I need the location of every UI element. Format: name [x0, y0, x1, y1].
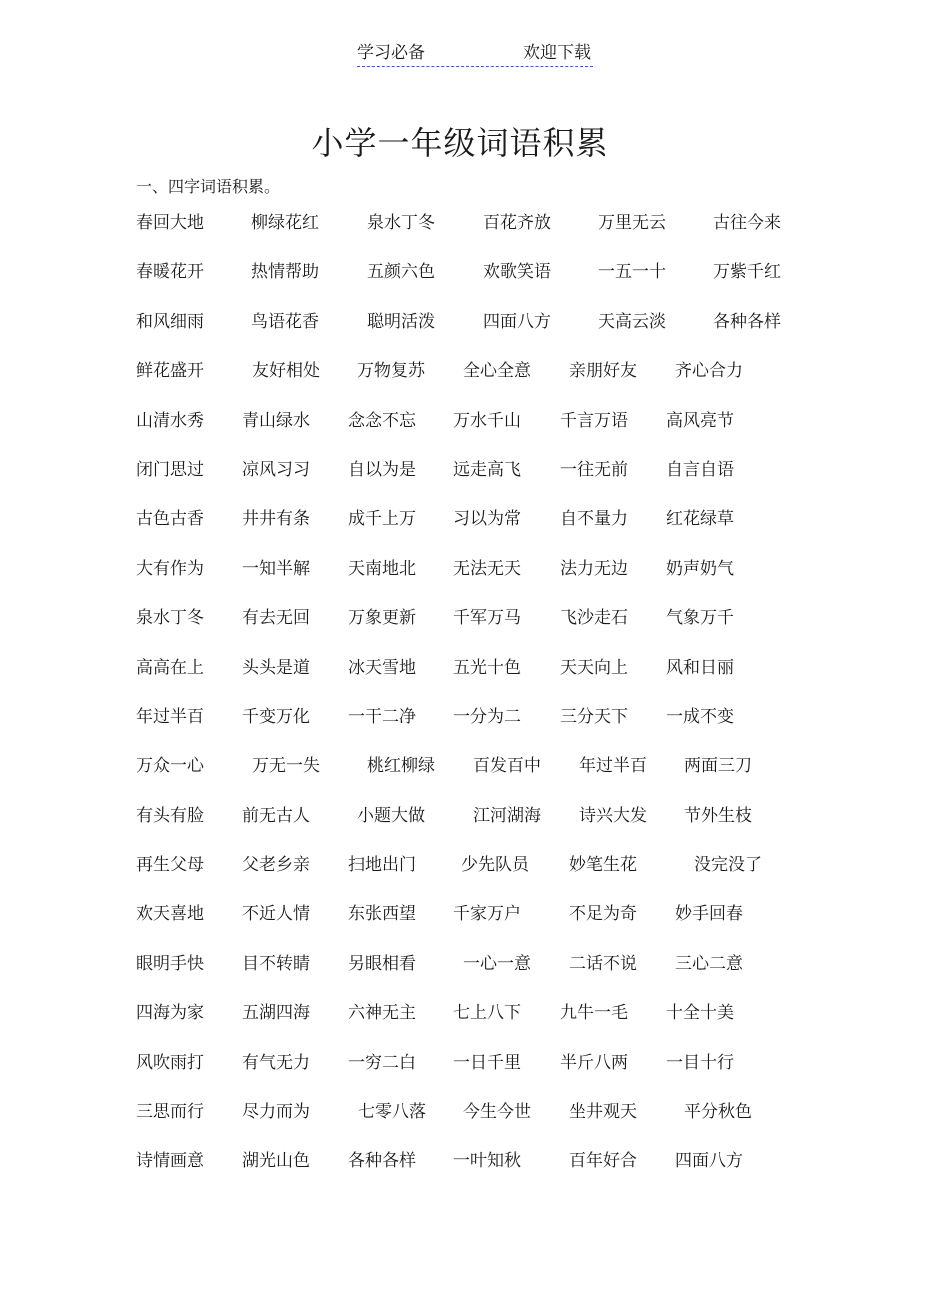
idiom-word: 目不转睛: [242, 953, 310, 974]
idiom-word: 诗兴大发: [579, 805, 647, 826]
idiom-word: 有头有脸: [136, 805, 204, 826]
word-row: [136, 898, 836, 947]
page-header: [357, 40, 593, 67]
idiom-word: 父老乡亲: [242, 855, 310, 876]
idiom-word: 天天向上: [560, 657, 628, 678]
idiom-word: 古往今来: [713, 213, 781, 233]
idiom-word: 尽力而为: [242, 1102, 310, 1123]
idiom-word: 五湖四海: [242, 1003, 310, 1024]
idiom-word: 自以为是: [348, 459, 416, 480]
idiom-word: 念念不忘: [348, 410, 416, 431]
word-row: [136, 1145, 836, 1194]
idiom-word: 齐心合力: [675, 361, 743, 382]
word-row: [136, 306, 836, 355]
word-row: [136, 602, 836, 651]
idiom-word: 七上八下: [453, 1003, 521, 1024]
idiom-word: 一五一十: [598, 262, 666, 283]
idiom-word: 万无一失: [252, 756, 320, 777]
idiom-word: 一穷二白: [348, 1052, 416, 1073]
idiom-word: 万水千山: [453, 410, 521, 431]
idiom-word: 万里无云: [598, 213, 666, 233]
idiom-word: 平分秋色: [684, 1102, 752, 1123]
idiom-word: 山清水秀: [136, 410, 204, 431]
idiom-word: 天高云淡: [598, 311, 666, 332]
word-row: [136, 1047, 836, 1096]
word-row: [136, 652, 836, 701]
word-row: [136, 1096, 836, 1145]
word-row: [136, 849, 836, 898]
idiom-word: 千言万语: [560, 410, 628, 431]
word-row: [136, 207, 836, 256]
idiom-word: 四面八方: [675, 1151, 743, 1172]
word-row: [136, 948, 836, 997]
idiom-word: 五颜六色: [367, 262, 435, 283]
idiom-word: 飞沙走石: [560, 608, 628, 629]
idiom-word: 六神无主: [348, 1003, 416, 1024]
idiom-word: 不足为奇: [569, 904, 637, 925]
idiom-word: 井井有条: [242, 509, 310, 530]
idiom-word: 柳绿花红: [251, 213, 319, 233]
idiom-word: 自不量力: [560, 509, 628, 530]
idiom-word: 各种各样: [348, 1151, 416, 1172]
idiom-word: 五光十色: [453, 657, 521, 678]
idiom-word: 一日千里: [453, 1052, 521, 1073]
idiom-word: 天南地北: [348, 558, 416, 579]
idiom-word: 热情帮助: [251, 262, 319, 283]
idiom-word: 不近人情: [242, 904, 310, 925]
idiom-word: 春回大地: [136, 213, 204, 233]
idiom-word: 一目十行: [666, 1052, 734, 1073]
document-title: 小学一年级词语积累: [311, 124, 609, 162]
idiom-word: 欢天喜地: [136, 904, 204, 925]
idiom-word: 亲朋好友: [569, 361, 637, 382]
word-row: [136, 355, 836, 404]
idiom-word: 眼明手快: [136, 953, 204, 974]
idiom-word: 自言自语: [666, 459, 734, 480]
idiom-word: 一成不变: [666, 706, 734, 727]
idiom-word: 各种各样: [713, 311, 781, 332]
idiom-word: 闭门思过: [136, 459, 204, 480]
idiom-word: 和风细雨: [136, 311, 204, 332]
idiom-word: 气象万千: [666, 608, 734, 629]
idiom-word: 一分为二: [453, 706, 521, 727]
idiom-word: 奶声奶气: [666, 558, 734, 579]
idiom-word: 节外生枝: [684, 805, 752, 826]
idiom-word: 三思而行: [136, 1102, 204, 1123]
idiom-word: 成千上万: [348, 509, 416, 530]
idiom-word: 再生父母: [136, 855, 204, 876]
idiom-word: 四面八方: [483, 311, 551, 332]
idiom-word: 春暖花开: [136, 262, 204, 283]
idiom-word: 三心二意: [675, 953, 743, 974]
idiom-word: 百发百中: [473, 756, 541, 777]
idiom-word: 扫地出门: [348, 855, 416, 876]
word-row: [136, 750, 836, 799]
idiom-word: 九牛一毛: [560, 1003, 628, 1024]
idiom-word: 千军万马: [453, 608, 521, 629]
idiom-word: 习以为常: [453, 509, 521, 530]
idiom-word: 另眼相看: [348, 953, 416, 974]
idiom-word: 没完没了: [694, 855, 762, 876]
idiom-word: 万紫千红: [713, 262, 781, 283]
idiom-word: 红花绿草: [666, 509, 734, 530]
idiom-word: 高风亮节: [666, 410, 734, 431]
idiom-word: 万众一心: [136, 756, 204, 777]
idiom-word: 法力无边: [560, 558, 628, 579]
idiom-word: 妙笔生花: [569, 855, 637, 876]
idiom-word: 千变万化: [242, 706, 310, 727]
idiom-word: 聪明活泼: [367, 311, 435, 332]
word-row: [136, 553, 836, 602]
idiom-word: 一叶知秋: [453, 1151, 521, 1172]
idiom-word: 小题大做: [357, 805, 425, 826]
word-row: [136, 997, 836, 1046]
idiom-word: 头头是道: [242, 657, 310, 678]
idiom-word: 泉水丁冬: [136, 608, 204, 629]
idiom-word: 鲜花盛开: [136, 361, 204, 382]
idiom-word: 东张西望: [348, 904, 416, 925]
idiom-word: 有气无力: [242, 1052, 310, 1073]
idiom-word: 两面三刀: [684, 756, 752, 777]
idiom-word: 一心一意: [463, 953, 531, 974]
idiom-word: 一干二净: [348, 706, 416, 727]
word-row: [136, 454, 836, 503]
idiom-word: 泉水丁冬: [367, 213, 435, 233]
idiom-word: 欢歌笑语: [483, 262, 551, 283]
idiom-word: 友好相处: [252, 361, 320, 382]
idiom-word: 大有作为: [136, 558, 204, 579]
word-row: [136, 405, 836, 454]
idiom-word: 前无古人: [242, 805, 310, 826]
header-right-text: 欢迎下载: [523, 43, 591, 63]
idiom-word: 有去无回: [242, 608, 310, 629]
idiom-word: 江河湖海: [473, 805, 541, 826]
idiom-word: 全心全意: [463, 361, 531, 382]
idiom-word: 高高在上: [136, 657, 204, 678]
idiom-word: 三分天下: [560, 706, 628, 727]
idiom-word: 十全十美: [666, 1003, 734, 1024]
idiom-word: 今生今世: [463, 1102, 531, 1123]
idiom-word: 古色古香: [136, 509, 204, 530]
idiom-word: 远走高飞: [453, 459, 521, 480]
idiom-word: 二话不说: [569, 953, 637, 974]
word-list: [136, 207, 836, 1195]
section-heading: 一、四字词语积累。: [136, 177, 281, 196]
idiom-word: 冰天雪地: [348, 657, 416, 678]
header-left-text: 学习必备: [357, 43, 425, 63]
idiom-word: 百花齐放: [483, 213, 551, 233]
idiom-word: 年过半百: [136, 706, 204, 727]
idiom-word: 风和日丽: [666, 657, 734, 678]
idiom-word: 百年好合: [569, 1151, 637, 1172]
idiom-word: 年过半百: [579, 756, 647, 777]
idiom-word: 诗情画意: [136, 1151, 204, 1172]
idiom-word: 风吹雨打: [136, 1052, 204, 1073]
idiom-word: 一知半解: [242, 558, 310, 579]
idiom-word: 湖光山色: [242, 1151, 310, 1172]
idiom-word: 青山绿水: [242, 410, 310, 431]
idiom-word: 坐井观天: [569, 1102, 637, 1123]
idiom-word: 四海为家: [136, 1003, 204, 1024]
idiom-word: 无法无天: [453, 558, 521, 579]
idiom-word: 桃红柳绿: [367, 756, 435, 777]
idiom-word: 半斤八两: [560, 1052, 628, 1073]
idiom-word: 万象更新: [348, 608, 416, 629]
idiom-word: 凉风习习: [242, 459, 310, 480]
idiom-word: 七零八落: [358, 1102, 426, 1123]
idiom-word: 少先队员: [461, 855, 529, 876]
word-row: [136, 256, 836, 305]
idiom-word: 一往无前: [560, 459, 628, 480]
idiom-word: 鸟语花香: [251, 311, 319, 332]
word-row: [136, 800, 836, 849]
idiom-word: 妙手回春: [675, 904, 743, 925]
word-row: [136, 701, 836, 750]
idiom-word: 千家万户: [453, 904, 521, 925]
idiom-word: 万物复苏: [357, 361, 425, 382]
word-row: [136, 503, 836, 552]
